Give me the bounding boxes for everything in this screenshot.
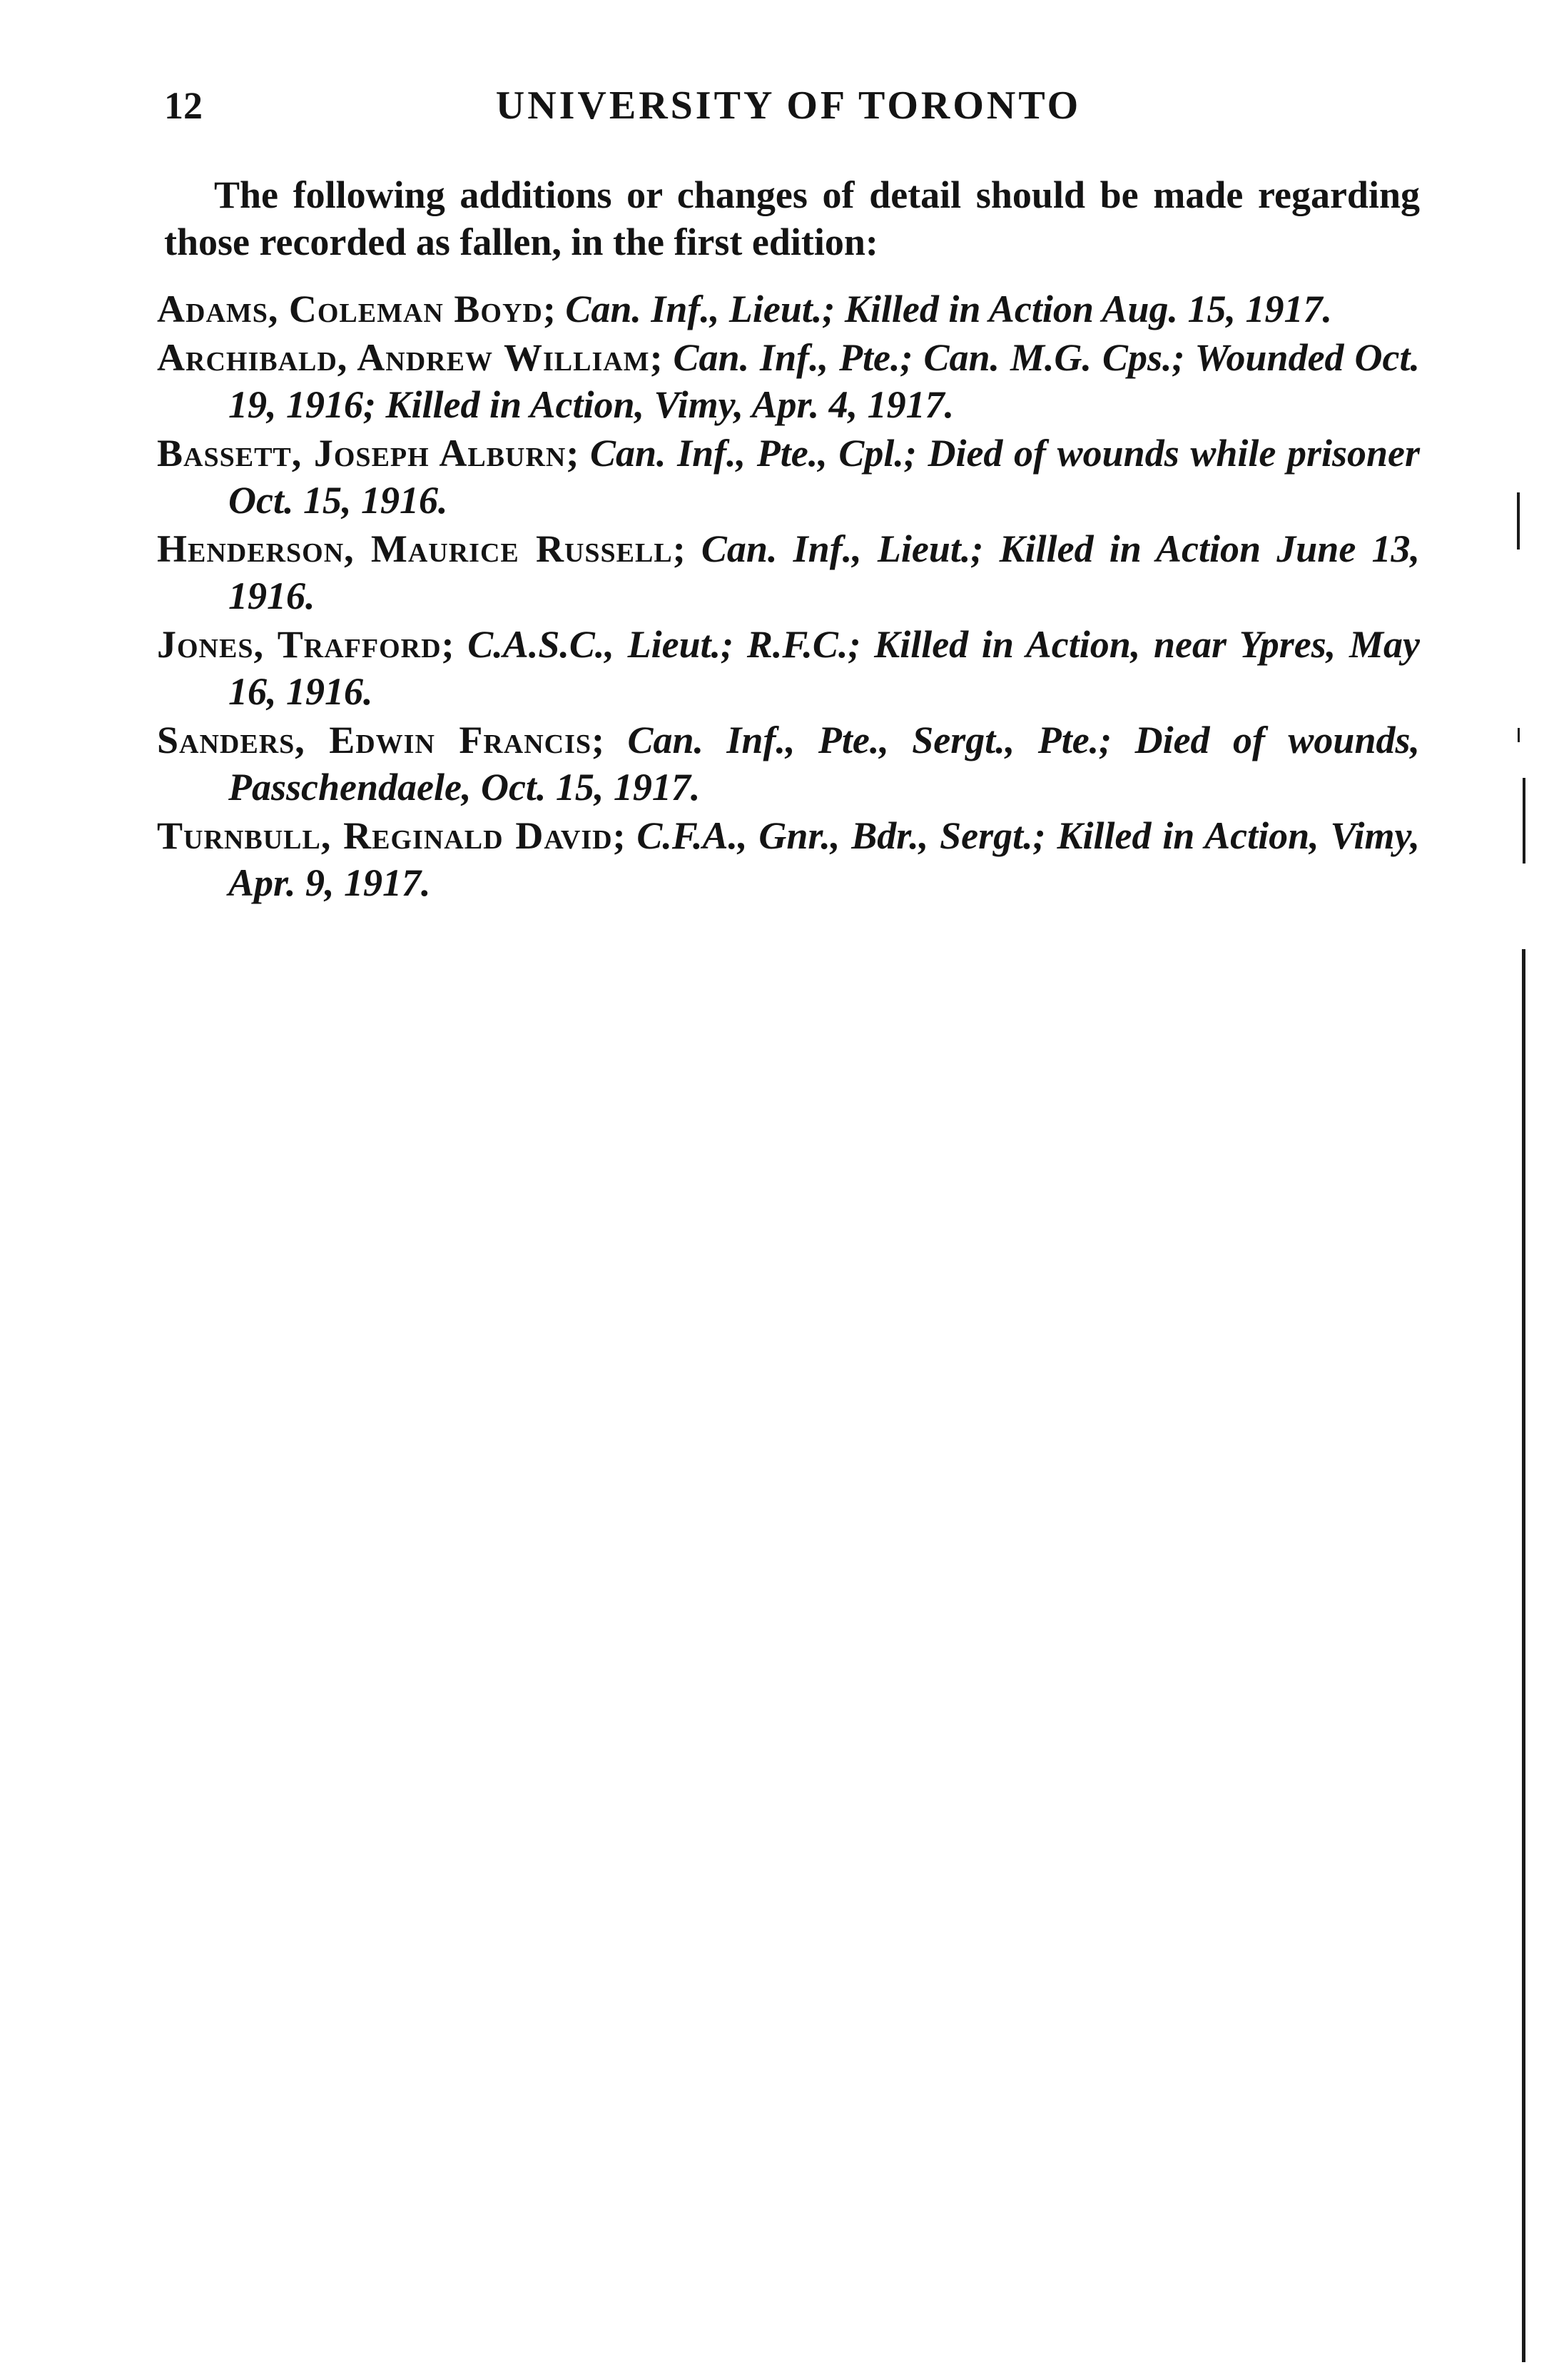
scan-edge-mark bbox=[1522, 949, 1525, 2362]
list-item: Jones, Trafford; C.A.S.C., Lieut.; R.F.C.; Killed in Action, near Ypres, May 16, 1916. bbox=[157, 623, 1420, 713]
running-head: UNIVERSITY OF TORONTO bbox=[495, 83, 1082, 128]
entry-detail: Can. Inf., Pte., Cpl.; Died of wounds while prisoner Oct. 15, 1916. bbox=[228, 432, 1421, 522]
page-number: 12 bbox=[164, 84, 203, 127]
scan-edge-mark bbox=[1523, 778, 1525, 864]
scan-edge-mark bbox=[1517, 492, 1520, 550]
entry-name: Henderson, Maurice Russell bbox=[157, 527, 673, 570]
list-item: Henderson, Maurice Russell; Can. Inf., Lieut.; Killed in Action June 13, 1916. bbox=[157, 527, 1421, 617]
entry-detail: Can. Inf., Lieut.; Killed in Action June 13, 1916. bbox=[228, 527, 1421, 617]
list-item: Bassett, Joseph Alburn; Can. Inf., Pte., Cpl.; Died of wounds while prisoner Oct. 15, 1916. bbox=[157, 432, 1421, 522]
intro-paragraph: The following additions or changes of detail should be made regarding those recorded as fallen, in the first edition: bbox=[164, 173, 1420, 263]
entry-name: Adams, Coleman Boyd bbox=[157, 288, 543, 330]
entry-detail: C.A.S.C., Lieut.; R.F.C.; Killed in Action, near Ypres, May 16, 1916. bbox=[228, 623, 1420, 713]
list-item: Archibald, Andrew William; Can. Inf., Pte.; Can. M.G. Cps.; Wounded Oct. 19, 1916; Killed in Action, Vimy, Apr. 4, 1917. bbox=[157, 336, 1421, 426]
entry-name: Archibald, Andrew William bbox=[157, 336, 650, 379]
entry-detail: Can. Inf., Pte., Sergt., Pte.; Died of wounds, Passchendaele, Oct. 15, 1917. bbox=[228, 719, 1420, 809]
entry-name: Turnbull, Reginald David bbox=[157, 814, 613, 857]
entry-detail: Can. Inf., Lieut.; Killed in Action Aug. 15, 1917. bbox=[565, 288, 1332, 330]
list-item: Sanders, Edwin Francis; Can. Inf., Pte., Sergt., Pte.; Died of wounds, Passchendaele, Oct. 15, 1917. bbox=[157, 719, 1420, 809]
entry-detail: C.F.A., Gnr., Bdr., Sergt.; Killed in Action, Vimy, Apr. 9, 1917. bbox=[228, 814, 1421, 904]
scan-edge-mark bbox=[1518, 728, 1520, 742]
entry-name: Jones, Trafford bbox=[157, 623, 442, 666]
entry-name: Sanders, Edwin Francis bbox=[157, 719, 592, 761]
entry-name: Bassett, Joseph Alburn bbox=[157, 432, 567, 475]
page-header bbox=[164, 77, 1413, 134]
list-item: Turnbull, Reginald David; C.F.A., Gnr., Bdr., Sergt.; Killed in Action, Vimy, Apr. 9, 1917. bbox=[157, 814, 1421, 904]
casualty-list bbox=[157, 285, 1420, 908]
list-item: Adams, Coleman Boyd; Can. Inf., Lieut.; Killed in Action Aug. 15, 1917. bbox=[157, 288, 1332, 330]
entry-detail: Can. Inf., Pte.; Can. M.G. Cps.; Wounded Oct. 19, 1916; Killed in Action, Vimy, Apr. 4, 1917. bbox=[228, 336, 1421, 426]
